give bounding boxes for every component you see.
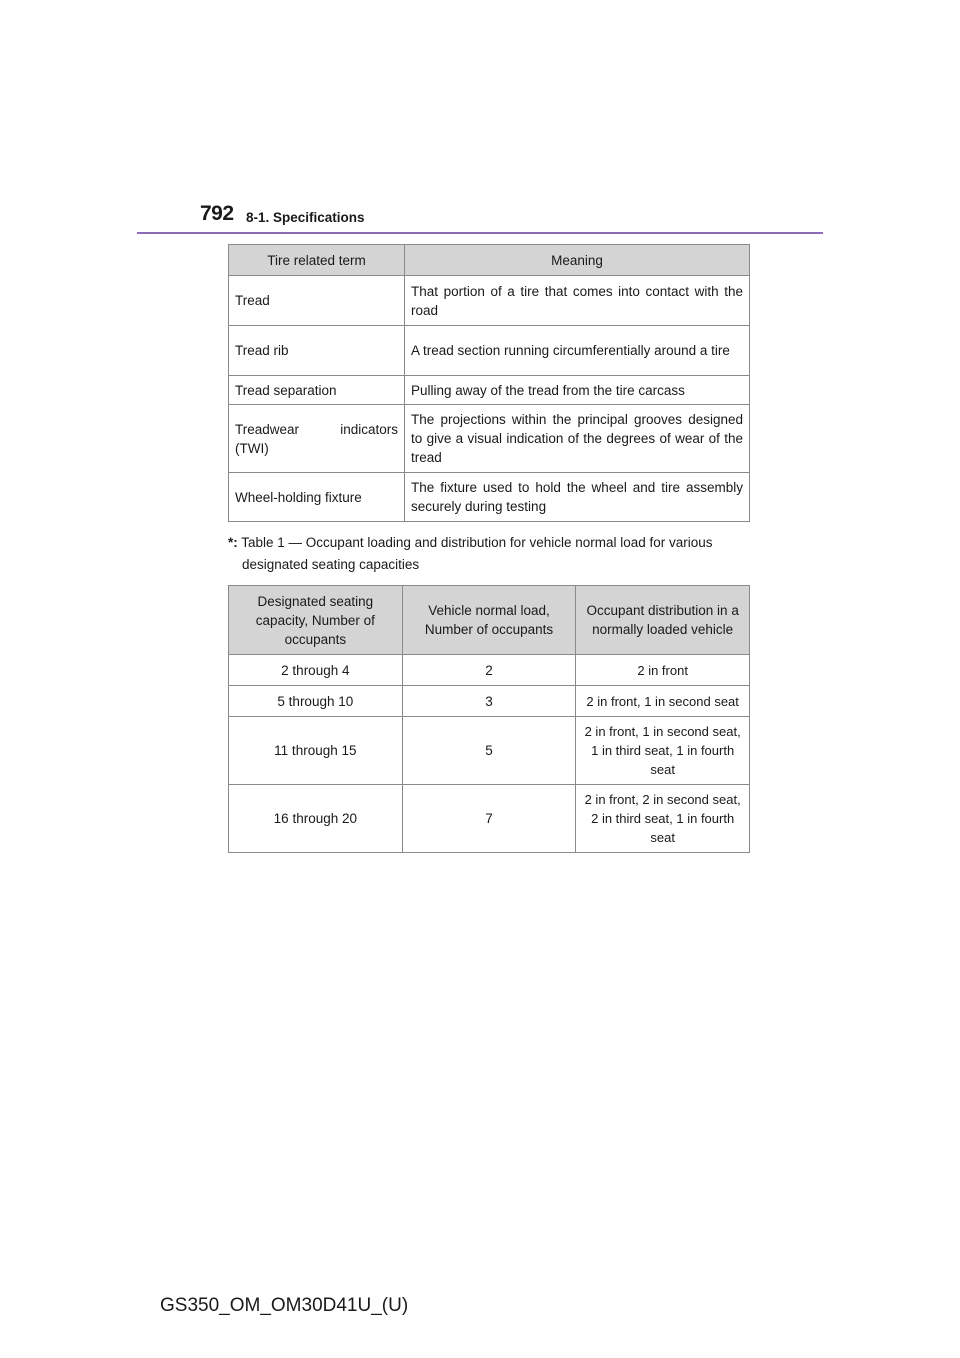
term-cell: Tread rib <box>229 326 405 376</box>
term-cell: Tread <box>229 276 405 326</box>
table-row <box>229 473 750 522</box>
table-header-row <box>229 245 750 276</box>
table-row <box>229 326 750 376</box>
table-row <box>229 405 750 473</box>
page-header <box>0 0 960 240</box>
meaning-cell: The projections within the principal grooves designed to give a visual indication of the degrees of wear of the tread <box>405 405 750 473</box>
column-header-term: Tire related term <box>229 245 405 276</box>
page-number: 792 <box>200 202 234 225</box>
column-header-distribution: Occupant distribution in a normally loaded vehicle <box>576 586 750 655</box>
table-header-row <box>229 586 750 655</box>
table-row <box>229 276 750 326</box>
column-header-capacity: Designated seating capacity, Number of occupants <box>229 586 403 655</box>
distribution-cell: 2 in front, 1 in second seat, 1 in third seat, 1 in fourth seat <box>576 717 750 785</box>
capacity-cell: 11 through 15 <box>229 717 403 785</box>
table-row <box>229 785 750 853</box>
table-row <box>229 717 750 785</box>
meaning-cell: A tread section running circumferentially around a tire <box>405 326 750 376</box>
load-cell: 3 <box>402 686 576 717</box>
document-code: GS350_OM_OM30D41U_(U) <box>160 1295 409 1316</box>
header-divider <box>137 232 823 234</box>
capacity-cell: 2 through 4 <box>229 655 403 686</box>
section-title: 8-1. Specifications <box>246 210 365 225</box>
column-header-load: Vehicle normal load, Number of occupants <box>402 586 576 655</box>
column-header-meaning: Meaning <box>405 245 750 276</box>
load-cell: 7 <box>402 785 576 853</box>
footnote-marker: *: <box>228 535 238 550</box>
meaning-cell: That portion of a tire that comes into contact with the road <box>405 276 750 326</box>
footnote-text: Table 1 — Occupant loading and distribution for vehicle normal load for various <box>241 535 713 550</box>
capacity-cell: 5 through 10 <box>229 686 403 717</box>
term-cell: Treadwear indicators (TWI) <box>229 405 405 473</box>
meaning-cell: The fixture used to hold the wheel and tire assembly securely during testing <box>405 473 750 522</box>
tire-terms-table <box>228 244 750 522</box>
load-cell: 2 <box>402 655 576 686</box>
occupant-loading-table <box>228 585 750 853</box>
distribution-cell: 2 in front, 1 in second seat <box>576 686 750 717</box>
term-cell: Tread separation <box>229 376 405 405</box>
footnote-text-continued: designated seating capacities <box>242 557 420 572</box>
meaning-cell: Pulling away of the tread from the tire carcass <box>405 376 750 405</box>
table-row <box>229 686 750 717</box>
table-row <box>229 376 750 405</box>
distribution-cell: 2 in front, 2 in second seat, 2 in third seat, 1 in fourth seat <box>576 785 750 853</box>
load-cell: 5 <box>402 717 576 785</box>
term-cell: Wheel-holding fixture <box>229 473 405 522</box>
table-footnote <box>228 532 750 576</box>
table-row <box>229 655 750 686</box>
capacity-cell: 16 through 20 <box>229 785 403 853</box>
distribution-cell: 2 in front <box>576 655 750 686</box>
